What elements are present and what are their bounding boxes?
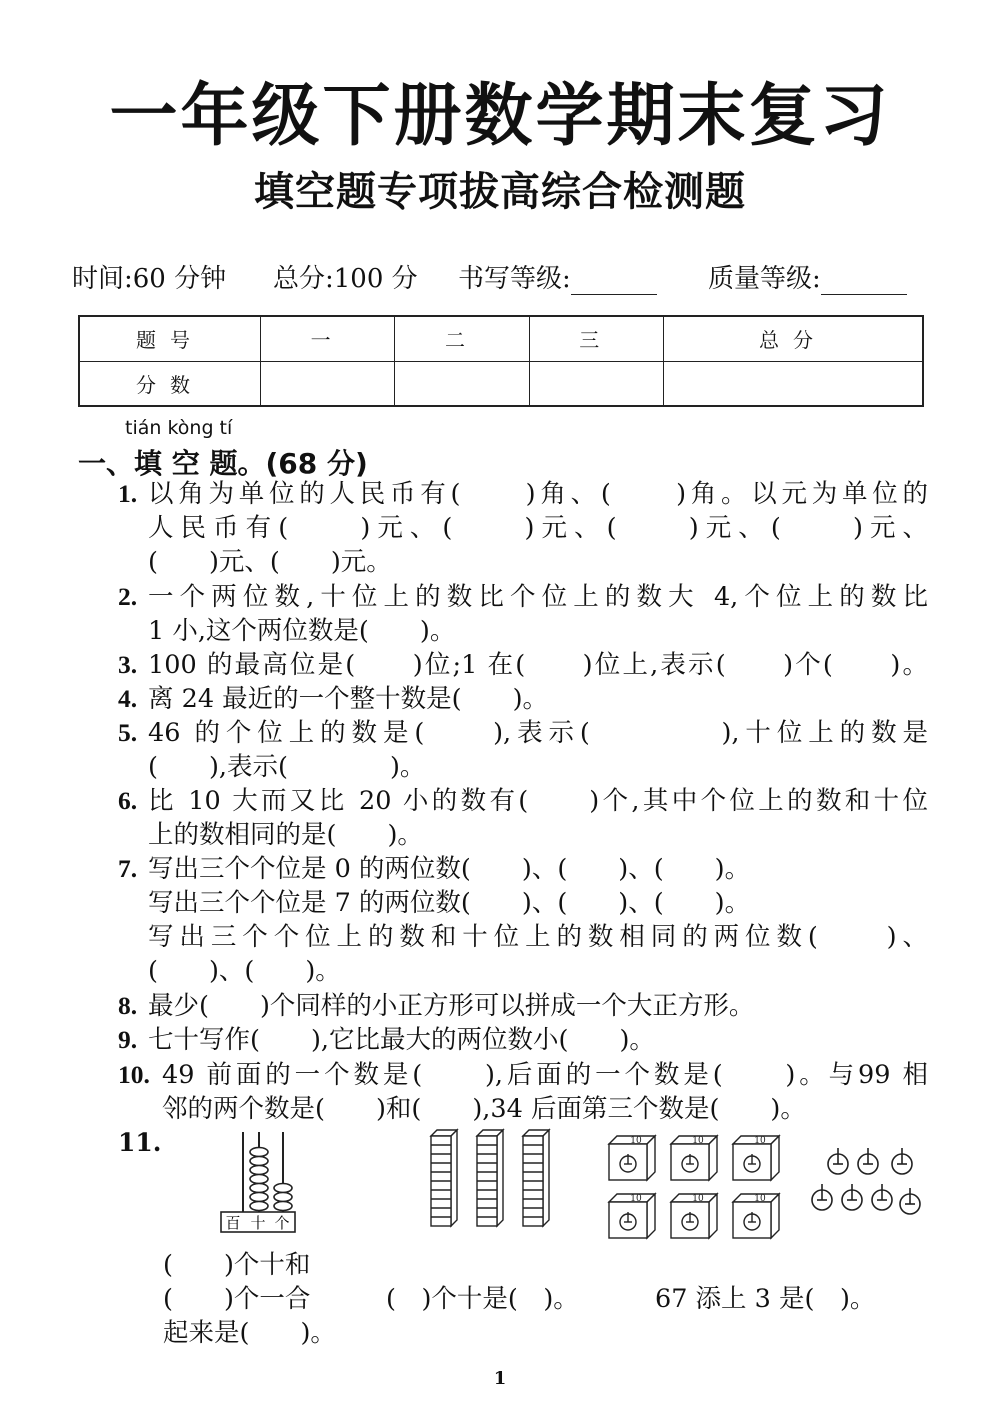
single-item-icon xyxy=(872,1184,892,1210)
question-number: 2. xyxy=(118,582,138,611)
question-line: 离 24 最近的一个整十数是( )。 xyxy=(148,684,549,714)
score-table xyxy=(78,315,924,407)
ten-boxes-figure xyxy=(605,1130,790,1245)
score-input-cell[interactable] xyxy=(395,361,529,406)
q11-text-3: 67 添上 3 是( )。 xyxy=(655,1284,876,1314)
tens-beads xyxy=(250,1148,268,1211)
q11-text-2: ( )个十是( )。 xyxy=(386,1284,579,1314)
box-label: 10 xyxy=(754,1136,766,1146)
single-item-icon xyxy=(900,1188,920,1214)
single-item-icon xyxy=(858,1148,878,1174)
box-label: 10 xyxy=(692,1136,704,1146)
score-table-header-row xyxy=(79,316,923,361)
question-number: 3. xyxy=(118,650,138,679)
writing-grade-label: 书写等级: xyxy=(458,264,571,294)
box-of-ten xyxy=(609,1194,655,1238)
box-of-ten xyxy=(671,1136,717,1180)
single-item-icon xyxy=(828,1148,848,1174)
question-4 xyxy=(118,682,928,716)
section-title: 一、填 空 题。 xyxy=(78,447,266,480)
box-label: 10 xyxy=(630,1136,642,1146)
q11-text-1a: ( )个十和 xyxy=(163,1250,311,1280)
question-line: 写出三个个位是 0 的两位数( )、( )、( )。 xyxy=(148,854,751,884)
writing-grade-blank[interactable] xyxy=(571,266,657,295)
question-number: 6. xyxy=(118,786,138,815)
quality-grade-blank[interactable] xyxy=(821,266,907,295)
abacus-label: 百 xyxy=(225,1214,241,1232)
score-header-cell: 总分 xyxy=(663,316,923,361)
question-1 xyxy=(118,477,928,579)
abacus-label: 个 xyxy=(274,1214,290,1232)
single-item-icon xyxy=(892,1148,912,1174)
ten-rod xyxy=(523,1130,549,1226)
question-5 xyxy=(118,716,928,784)
box-of-ten xyxy=(609,1136,655,1180)
box-label: 10 xyxy=(692,1194,704,1204)
q11-text-1c: 起来是( )。 xyxy=(163,1318,336,1348)
question-line: 一个两位数,十位上的数比个位上的数大 4,个位上的数比 xyxy=(148,582,928,612)
quality-grade-label: 质量等级: xyxy=(708,264,821,294)
question-line: 46 的个位上的数是( ),表示( ),十位上的数是 xyxy=(148,718,928,748)
score-row-label: 分数 xyxy=(79,361,261,406)
question-line: 1 小,这个两位数是( )。 xyxy=(148,616,456,646)
question-number: 7. xyxy=(118,854,138,883)
box-label: 10 xyxy=(754,1194,766,1204)
question-number: 11. xyxy=(118,1128,162,1157)
question-line: 人民币有( )元、( )元、( )元、( )元、 xyxy=(148,513,928,543)
question-line: 上的数相同的是( )。 xyxy=(148,820,423,850)
box-of-ten xyxy=(733,1136,779,1180)
question-6 xyxy=(118,784,928,852)
question-number: 4. xyxy=(118,684,138,713)
page-subtitle: 填空题专项拔高综合检测题 xyxy=(254,169,746,215)
ten-rod xyxy=(477,1130,503,1226)
score-header-cell: 三 xyxy=(529,316,663,361)
question-9 xyxy=(118,1023,928,1057)
quality-grade xyxy=(708,258,907,295)
score-input-cell[interactable] xyxy=(663,361,923,406)
question-line: 七十写作( ),它比最大的两位数小( )。 xyxy=(148,1025,655,1055)
total-score: 总分:100 分 xyxy=(273,264,418,294)
question-line: 以角为单位的人民币有( )角、( )角。以元为单位的 xyxy=(148,479,928,509)
question-7 xyxy=(118,852,928,988)
single-item-icon xyxy=(812,1184,832,1210)
question-number: 8. xyxy=(118,991,138,1020)
abacus-figure xyxy=(215,1128,300,1234)
question-number: 5. xyxy=(118,718,138,747)
box-of-ten xyxy=(733,1194,779,1238)
single-items-figure xyxy=(810,1148,925,1220)
writing-grade xyxy=(458,258,657,295)
time-limit: 时间:60 分钟 xyxy=(72,264,227,294)
ten-rod xyxy=(431,1130,457,1226)
score-input-cell[interactable] xyxy=(261,361,395,406)
section-pinyin: tián kòng tí xyxy=(125,417,233,439)
question-line: 比 10 大而又比 20 小的数有( )个,其中个位上的数和十位 xyxy=(148,786,928,816)
box-of-ten xyxy=(671,1194,717,1238)
single-item-icon xyxy=(842,1184,862,1210)
question-number: 10. xyxy=(118,1060,150,1089)
q11-text-1b: ( )个一合 xyxy=(163,1284,311,1314)
section-points: (68 分) xyxy=(265,447,368,480)
question-line: ( )元、( )元。 xyxy=(148,547,392,577)
question-number: 9. xyxy=(118,1025,138,1054)
score-header-cell: 二 xyxy=(395,316,529,361)
score-input-cell[interactable] xyxy=(529,361,663,406)
ten-rods-figure xyxy=(425,1128,555,1228)
question-8 xyxy=(118,989,928,1023)
abacus-label: 十 xyxy=(250,1214,266,1232)
question-3 xyxy=(118,648,928,682)
page-number: 1 xyxy=(493,1368,507,1389)
score-header-cell: 一 xyxy=(261,316,395,361)
ones-beads xyxy=(274,1184,292,1211)
box-label: 10 xyxy=(630,1194,642,1204)
question-line: 100 的最高位是( )位;1 在( )位上,表示( )个( )。 xyxy=(148,650,928,680)
question-number: 1. xyxy=(118,479,138,508)
question-line: 邻的两个数是( )和( ),34 后面第三个数是( )。 xyxy=(162,1094,806,1124)
question-line: 写出三个个位是 7 的两位数( )、( )、( )。 xyxy=(148,888,751,918)
question-line: 写出三个个位上的数和十位上的数相同的两位数( )、 xyxy=(148,922,928,952)
question-line: 最少( )个同样的小正方形可以拼成一个大正方形。 xyxy=(148,991,755,1021)
question-2 xyxy=(118,580,928,648)
section-heading xyxy=(78,442,368,482)
score-header-cell: 题号 xyxy=(79,316,261,361)
score-table-score-row xyxy=(79,361,923,406)
question-line: ( )、( )。 xyxy=(148,956,341,986)
page-title: 一年级下册数学期末复习 xyxy=(109,77,891,156)
question-line: ( ),表示( )。 xyxy=(148,752,426,782)
question-line: 49 前面的一个数是( ),后面的一个数是( )。与99 相 xyxy=(162,1060,928,1090)
question-10 xyxy=(118,1058,928,1126)
